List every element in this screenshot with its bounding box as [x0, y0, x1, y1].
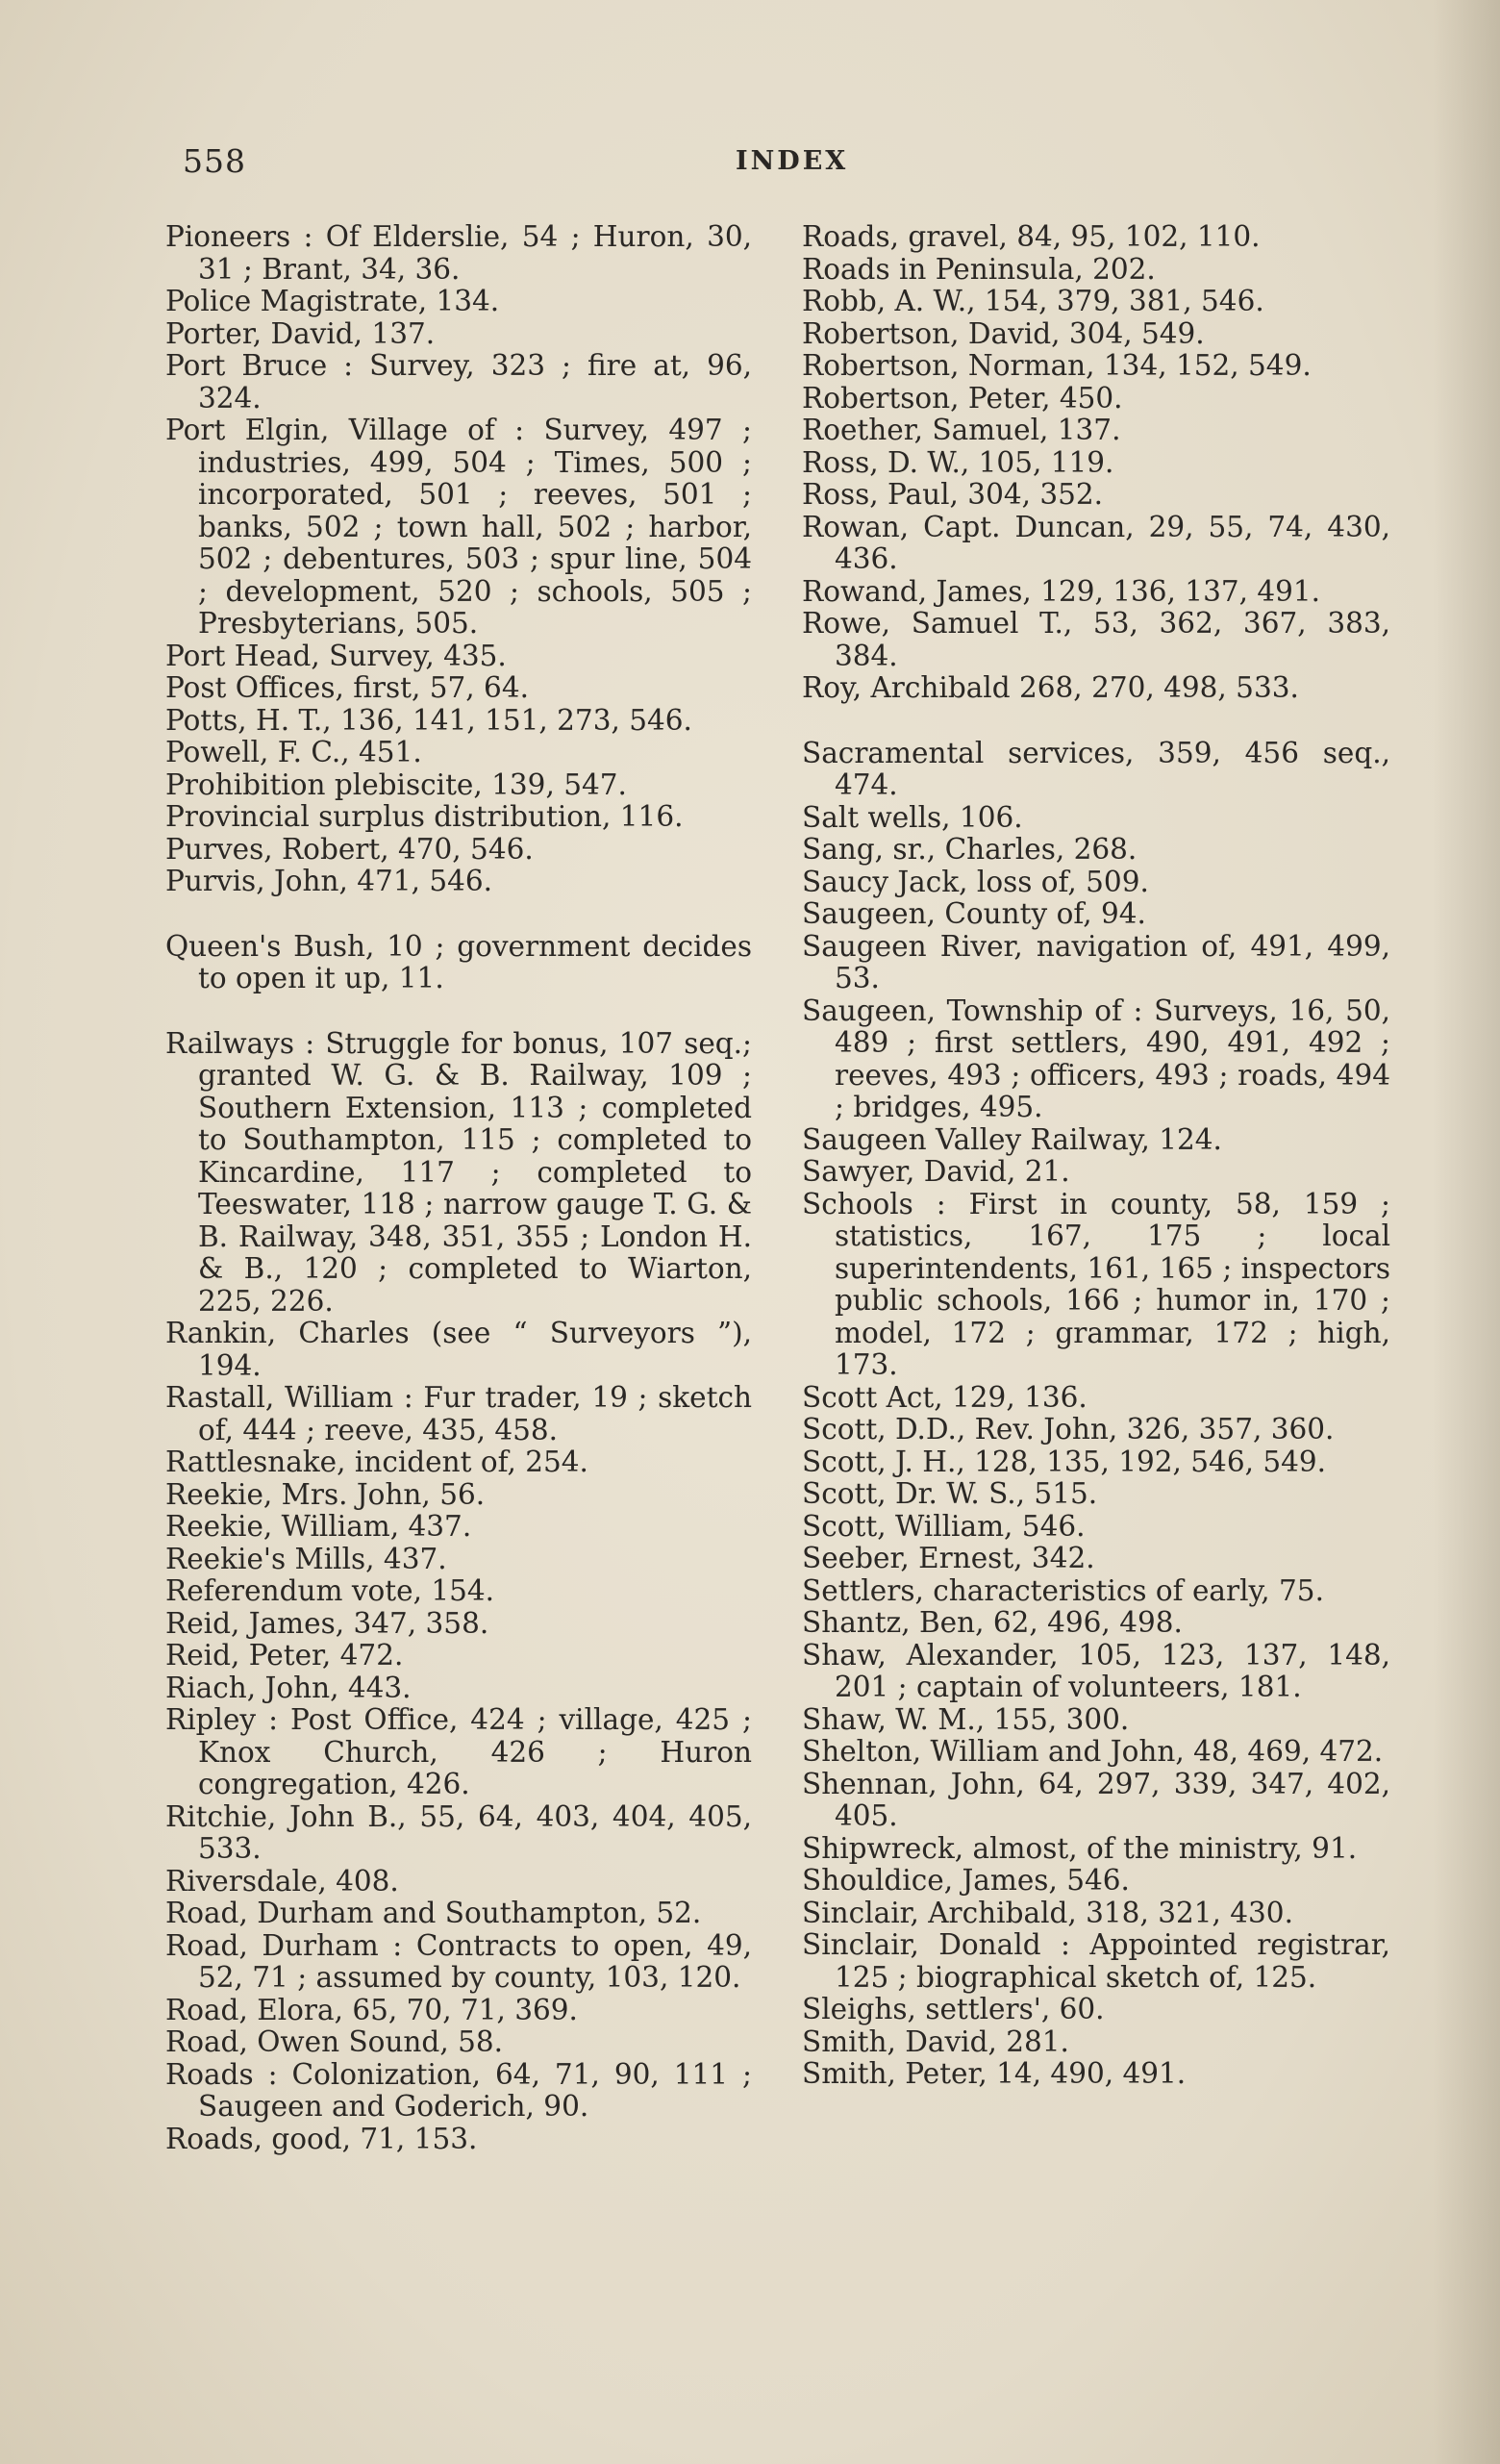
index-entry: Rowan, Capt. Duncan, 29, 55, 74, 430, 436. [802, 510, 1390, 575]
index-entry: Rowe, Samuel T., 53, 362, 367, 383, 384. [802, 607, 1390, 672]
index-entry: Scott, J. H., 128, 135, 192, 546, 549. [802, 1445, 1327, 1478]
index-entry: Settlers, characteristics of early, 75. [802, 1573, 1324, 1607]
index-entry: Shaw, Alexander, 105, 123, 137, 148, 201 ; captain of volunteers, 181. [802, 1638, 1390, 1703]
index-entry: Sinclair, Donald : Appointed registrar, 125 ; biographical sketch of, 125. [802, 1928, 1390, 1994]
index-entry: Scott Act, 129, 136. [802, 1380, 1088, 1414]
index-entry: Seeber, Ernest, 342. [802, 1542, 1095, 1574]
index-entry: Police Magistrate, 134. [165, 285, 500, 317]
index-entry: Referendum vote, 154. [165, 1574, 495, 1607]
index-entry: Powell, F. C., 451. [165, 736, 422, 768]
index-entry: Riach, John, 443. [165, 1671, 412, 1704]
index-entry: Road, Durham and Southampton, 52. [165, 1897, 702, 1929]
index-entry: Reekie's Mills, 437. [165, 1542, 447, 1575]
index-entry: Roads, gravel, 84, 95, 102, 110. [802, 220, 1261, 253]
index-entry: Schools : First in county, 58, 159 ; statistics, 167, 175 ; local superintendents, 161, 165 ; inspectors public schools, 166 ; humor in, 170 ; model, 172 ; grammar, 172 ; high, 173. [802, 1187, 1390, 1381]
index-entry: Salt wells, 106. [802, 800, 1023, 834]
index-entry: Shennan, John, 64, 297, 339, 347, 402, 405. [802, 1767, 1390, 1832]
index-entry: Saugeen, County of, 94. [802, 897, 1146, 930]
index-entry: Shantz, Ben, 62, 496, 498. [802, 1606, 1183, 1639]
index-entry: Sacramental services, 359, 456 seq., 474. [802, 736, 1390, 801]
index-entry: Roy, Archibald 268, 270, 498, 533. [802, 671, 1299, 704]
index-entry: Scott, D.D., Rev. John, 326, 357, 360. [802, 1413, 1335, 1446]
page-edge-shadow [1433, 0, 1500, 2464]
index-entry: Purves, Robert, 470, 546. [165, 832, 534, 866]
index-entry: Sinclair, Archibald, 318, 321, 430. [802, 1896, 1293, 1929]
index-entry: Port Bruce : Survey, 323 ; fire at, 96, 324. [165, 349, 752, 415]
index-entry: Robertson, Norman, 134, 152, 549. [802, 349, 1312, 382]
index-entry: Sleighs, settlers', 60. [802, 1993, 1105, 2025]
index-entry: Shouldice, James, 546. [802, 1864, 1130, 1897]
index-entry: Purvis, John, 471, 546. [165, 865, 493, 897]
index-entry: Roads : Colonization, 64, 71, 90, 111 ; Saugeen and Goderich, 90. [165, 2057, 752, 2123]
index-entry: Sawyer, David, 21. [802, 1155, 1070, 1188]
index-entry: Reid, Peter, 472. [165, 1639, 404, 1672]
running-head: INDEX [736, 146, 849, 176]
index-entry: Shaw, W. M., 155, 300. [802, 1702, 1130, 1736]
index-entry: Reekie, Mrs. John, 56. [165, 1477, 486, 1511]
index-entry: Saugeen River, navigation of, 491, 499, 53. [802, 929, 1390, 994]
index-entry: Ross, D. W., 105, 119. [802, 445, 1114, 479]
index-entry: Provincial surplus distribution, 116. [165, 800, 684, 833]
index-entry: Rankin, Charles (see “ Surveyors ”), 194. [165, 1317, 752, 1382]
index-entry: Saucy Jack, loss of, 509. [802, 865, 1149, 898]
index-entry: Smith, David, 281. [802, 2024, 1069, 2058]
index-entry: Porter, David, 137. [165, 316, 436, 350]
index-entry: Robertson, David, 304, 549. [802, 316, 1205, 350]
index-entry: Rattlesnake, incident of, 254. [165, 1446, 588, 1478]
index-entry: Road, Elora, 65, 70, 71, 369. [165, 1993, 578, 2026]
index-entry: Smith, Peter, 14, 490, 491. [802, 2057, 1187, 2090]
section-gap [165, 898, 752, 931]
index-entry: Queen's Bush, 10 ; government decides to open it up, 11. [165, 929, 752, 994]
index-entry: Road, Owen Sound, 58. [165, 2025, 503, 2058]
index-entry: Scott, Dr. W. S., 515. [802, 1477, 1098, 1510]
section-gap [802, 705, 1390, 738]
index-entry: Ripley : Post Office, 424 ; village, 425 ; Knox Church, 426 ; Huron congregation, 426. [165, 1703, 752, 1800]
index-entry: Potts, H. T., 136, 141, 151, 273, 546. [165, 703, 692, 737]
index-entry: Shelton, William and John, 48, 469, 472. [802, 1735, 1384, 1768]
section-gap [165, 995, 752, 1028]
index-column-left [165, 221, 752, 2155]
index-entry: Ritchie, John B., 55, 64, 403, 404, 405, 533. [165, 1799, 752, 1865]
index-entry: Road, Durham : Contracts to open, 49, 52, 71 ; assumed by county, 103, 120. [165, 1928, 752, 1994]
index-entry: Sang, sr., Charles, 268. [802, 833, 1138, 866]
index-entry: Reid, James, 347, 358. [165, 1606, 489, 1640]
index-entry: Robertson, Peter, 450. [802, 381, 1123, 415]
index-entry: Saugeen Valley Railway, 124. [802, 1122, 1222, 1156]
index-entry: Pioneers : Of Elderslie, 54 ; Huron, 30, 31 ; Brant, 34, 36. [165, 220, 752, 286]
index-entry: Scott, William, 546. [802, 1509, 1086, 1543]
index-entry: Roether, Samuel, 137. [802, 414, 1121, 446]
index-entry: Ross, Paul, 304, 352. [802, 478, 1104, 511]
index-entry: Roads in Peninsula, 202. [802, 252, 1156, 286]
index-entry: Robb, A. W., 154, 379, 381, 546. [802, 285, 1264, 317]
index-entry: Saugeen, Township of : Surveys, 16, 50, 489 ; first settlers, 490, 491, 492 ; reeves, 493 ; officers, 493 ; roads, 494 ; bridges, 495. [802, 993, 1390, 1123]
index-entry: Port Elgin, Village of : Survey, 497 ; industries, 499, 504 ; Times, 500 ; incorporated, 501 ; reeves, 501 ; banks, 502 ; town hall, 502 ; harbor, 502 ; debentures, 503 ; spur line, 504 ; development, 520 ; schools, 505 ; Presbyterians, 505. [165, 414, 752, 640]
index-entry: Rastall, William : Fur trader, 19 ; sketch of, 444 ; reeve, 435, 458. [165, 1381, 752, 1446]
index-entry: Railways : Struggle for bonus, 107 seq.; granted W. G. & B. Railway, 109 ; Southern Extension, 113 ; completed to Southampton, 115 ; completed to Kincardine, 117 ; completed to Teeswater, 118 ; narrow gauge T. G. & B. Railway, 348, 351, 355 ; London H. & B., 120 ; completed to Wiarton, 225, 226. [165, 1026, 752, 1318]
index-entry: Reekie, William, 437. [165, 1510, 472, 1543]
index-entry: Post Offices, first, 57, 64. [165, 671, 529, 704]
index-column-right [802, 221, 1390, 2091]
index-entry: Prohibition plebiscite, 139, 547. [165, 767, 627, 801]
index-entry: Port Head, Survey, 435. [165, 639, 507, 672]
page-number: 558 [183, 142, 246, 180]
page-header [183, 142, 1375, 181]
index-entry: Rowand, James, 129, 136, 137, 491. [802, 574, 1321, 608]
index-entry: Shipwreck, almost, of the ministry, 91. [802, 1831, 1358, 1865]
index-entry: Riversdale, 408. [165, 1864, 399, 1898]
index-entry: Roads, good, 71, 153. [165, 2122, 478, 2155]
